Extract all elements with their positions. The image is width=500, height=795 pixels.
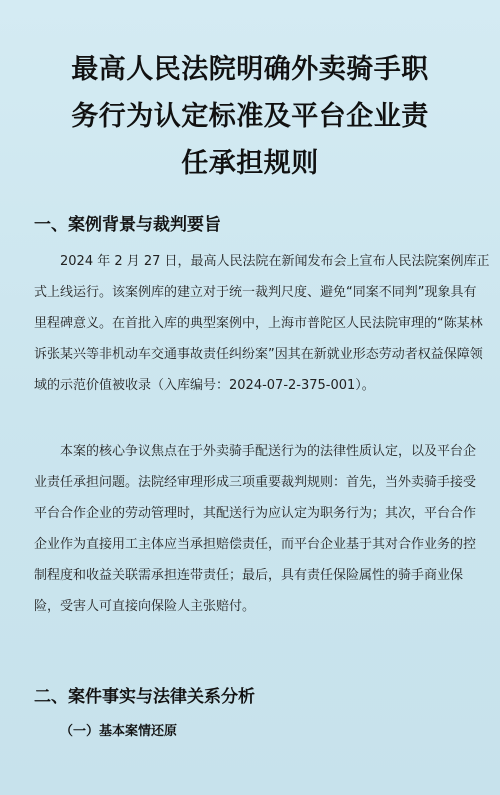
paragraph-line: 业责任承担问题。法院经审理形成三项重要裁判规则：首先，当外卖骑手接受 — [34, 475, 477, 490]
title-line: 任承担规则 — [181, 148, 319, 179]
paragraph-line: 险，受害人可直接向保险人主张赔付。 — [34, 599, 256, 614]
paragraph-line: 里程碑意义。在首批入库的典型案例中，上海市普陀区人民法院审理的“陈某林 — [34, 316, 483, 331]
paragraph-core-dispute — [34, 436, 477, 622]
paragraph-case-library — [34, 246, 490, 401]
paragraph-line: 式上线运行。该案例库的建立对于统一裁判尺度、避免“同案不同判”现象具有 — [34, 285, 477, 300]
title-line: 最高人民法院明确外卖骑手职 — [71, 54, 429, 85]
paragraph-line: 本案的核心争议焦点在于外卖骑手配送行为的法律性质认定，以及平台企 — [60, 444, 477, 459]
paragraph-line: 域的示范价值被收录（入库编号：2024-07-2-375-001）。 — [34, 378, 375, 393]
section-heading-background: 一、案例背景与裁判要旨 — [34, 215, 221, 235]
paragraph-line: 企业作为直接用工主体应当承担赔偿责任，而平台企业基于其对合作业务的控 — [34, 537, 477, 552]
paragraph-line: 诉张某兴等非机动车交通事故责任纠纷案”因其在新就业形态劳动者权益保障领 — [34, 347, 483, 362]
section-heading-facts: 二、案件事实与法律关系分析 — [34, 687, 255, 707]
paragraph-line: 制程度和收益关联需承担连带责任；最后，具有责任保险属性的骑手商业保 — [34, 568, 464, 583]
title-line: 务行为认定标准及平台企业责 — [71, 101, 429, 132]
paragraph-line: 2024 年 2 月 27 日，最高人民法院在新闻发布会上宣布人民法院案例库正 — [60, 254, 490, 269]
document-title — [32, 0, 468, 187]
paragraph-line: 平台合作企业的劳动管理时，其配送行为应认定为职务行为；其次，平台合作 — [34, 506, 477, 521]
sub-heading-case-facts: （一）基本案情还原 — [60, 724, 178, 739]
